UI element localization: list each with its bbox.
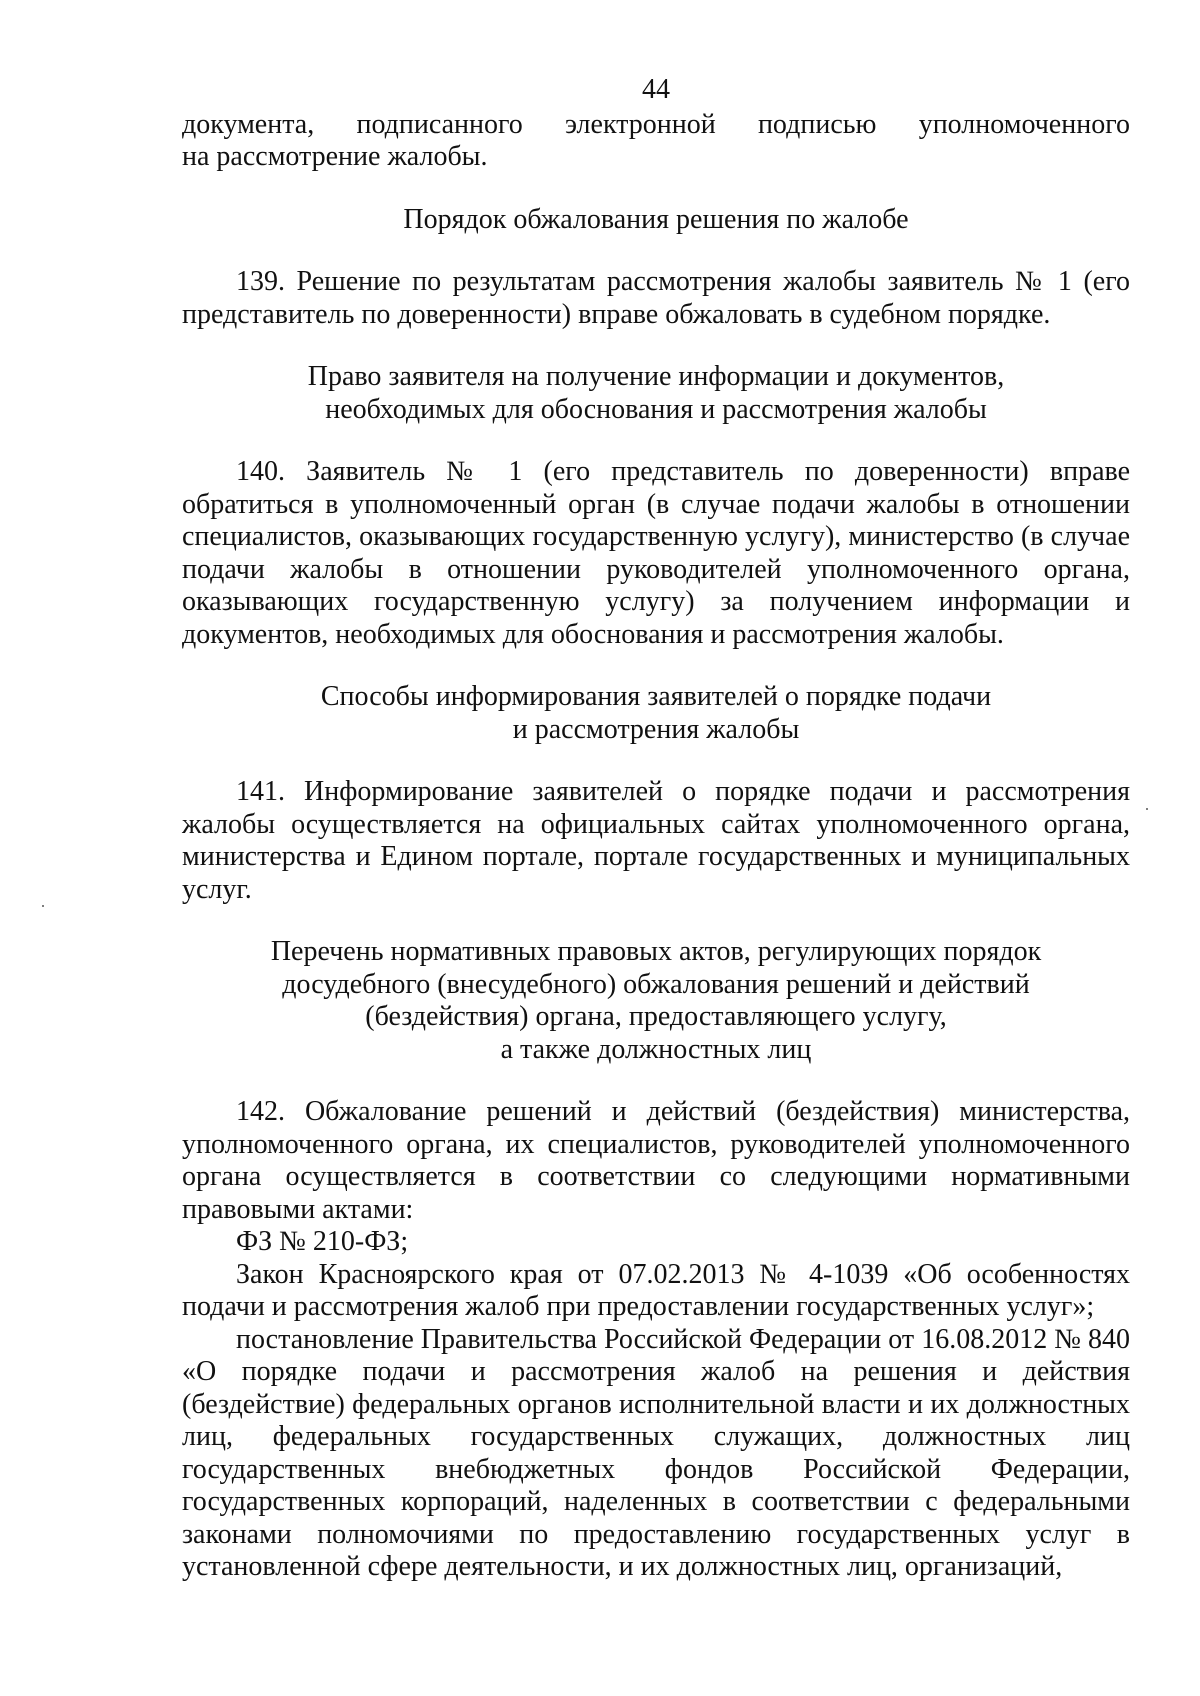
heading-line: досудебного (внесудебного) обжалования решений и действий <box>282 968 1030 1000</box>
paragraph-139: 139. Решение по результатам рассмотрения жалобы заявитель № 1 (его представитель по доверенности) вправе обжаловать в судебном порядке. <box>182 266 1130 330</box>
heading-line: а также должностных лиц <box>500 1033 812 1065</box>
heading-line: Порядок обжалования решения по жалобе <box>403 203 909 235</box>
section-heading-regulatory-acts <box>182 936 1130 1066</box>
section-heading-informing-methods <box>182 681 1130 746</box>
heading-line: и рассмотрения жалобы <box>512 713 800 745</box>
paragraph-140: 140. Заявитель № 1 (его представитель по доверенности) вправе обратиться в уполномоченный орган (в случае подачи жалобы в отношении специалистов, оказывающих государственную услугу), министерство (в случае подачи жалобы в отношении руководителей уполномоченного органа, оказывающих государственную услугу) за получением информации и документов, необходимых для обоснования и рассмотрения жалобы. <box>182 456 1130 650</box>
page-content <box>182 74 1130 1584</box>
list-item-government-resolution-840: постановление Правительства Российской Федерации от 16.08.2012 № 840 «О порядке подачи и рассмотрения жалоб на решения и действия (бездействие) федеральных органов исполнительной власти и их должностных лиц, федеральных государственных служащих, должностных лиц государственных внебюджетных фондов Российской Федерации, государственных корпораций, наделенных в соответствии с федеральными законами полномочиями по предоставлению государственных услуг в установленной сфере деятельности, и их должностных лиц, организаций, <box>182 1323 1130 1582</box>
lead-paragraph-line-2: на рассмотрение жалобы. <box>182 141 488 172</box>
heading-line: необходимых для обоснования и рассмотрения жалобы <box>325 393 987 425</box>
heading-line: Перечень нормативных правовых актов, регулирующих порядок <box>270 936 1042 967</box>
lead-paragraph-line-1: документа, подписанного электронной подписью уполномоченного <box>182 108 1130 140</box>
scan-speck <box>42 905 44 907</box>
section-heading-appeal-procedure <box>182 204 1130 237</box>
heading-line: Право заявителя на получение информации и документов, <box>307 361 1005 392</box>
scan-speck <box>1146 808 1148 810</box>
paragraph-142: 142. Обжалование решений и действий (бездействия) министерства, уполномоченного органа, их специалистов, руководителей уполномоченного органа осуществляется в соответствии со следующими нормативными правовыми актами: <box>182 1096 1130 1225</box>
list-item-fz-210: ФЗ № 210-ФЗ; <box>236 1226 409 1257</box>
list-item-krasnoyarsk-law: Закон Красноярского края от 07.02.2013 № 4-1039 «Об особенностях подачи и рассмотрения жалоб при предоставлении государственных услуг»; <box>182 1258 1130 1322</box>
heading-line: (бездействия) органа, предоставляющего услугу, <box>365 1001 947 1032</box>
page-number: 44 <box>642 74 670 105</box>
paragraph-141: 141. Информирование заявителей о порядке подачи и рассмотрения жалобы осуществляется на официальных сайтах уполномоченного органа, министерства и Едином портале, портале государственных и муниципальных услуг. <box>182 776 1130 905</box>
section-heading-right-to-information <box>182 361 1130 426</box>
heading-line: Способы информирования заявителей о порядке подачи <box>320 681 992 712</box>
